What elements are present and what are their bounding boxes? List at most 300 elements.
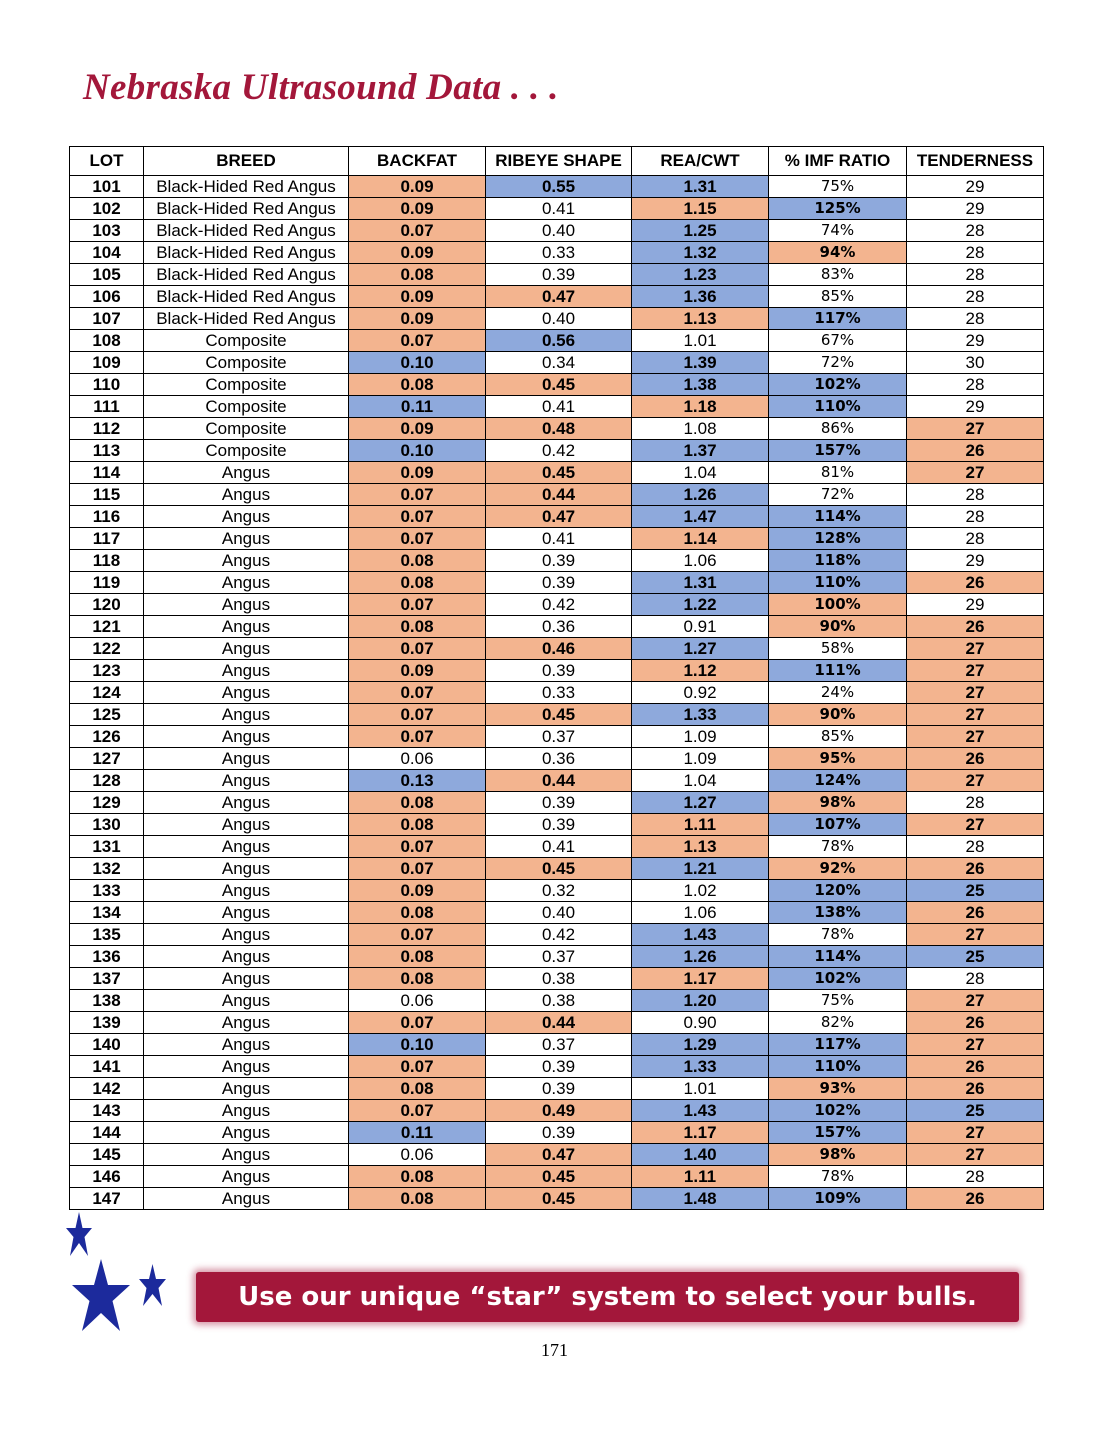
backfat-cell: 0.10 — [349, 440, 486, 462]
imf-ratio-cell: 75% — [769, 176, 907, 198]
ribeye-shape-cell: 0.37 — [486, 1034, 632, 1056]
table-row — [70, 1078, 1044, 1100]
breed-cell: Angus — [144, 1034, 349, 1056]
imf-ratio-cell: 124% — [769, 770, 907, 792]
rea-cwt-cell: 1.06 — [632, 550, 769, 572]
table-row — [70, 506, 1044, 528]
rea-cwt-cell: 1.11 — [632, 1166, 769, 1188]
imf-ratio-cell: 107% — [769, 814, 907, 836]
tenderness-cell: 29 — [907, 198, 1044, 220]
tenderness-cell: 26 — [907, 616, 1044, 638]
backfat-cell: 0.09 — [349, 242, 486, 264]
ribeye-shape-cell: 0.45 — [486, 374, 632, 396]
lot-cell: 110 — [70, 374, 144, 396]
rea-cwt-cell: 1.29 — [632, 1034, 769, 1056]
rea-cwt-cell: 1.08 — [632, 418, 769, 440]
imf-ratio-cell: 95% — [769, 748, 907, 770]
rea-cwt-cell: 1.09 — [632, 726, 769, 748]
backfat-cell: 0.08 — [349, 616, 486, 638]
rea-cwt-cell: 1.15 — [632, 198, 769, 220]
rea-cwt-cell: 1.39 — [632, 352, 769, 374]
tenderness-cell: 27 — [907, 924, 1044, 946]
backfat-cell: 0.13 — [349, 770, 486, 792]
breed-cell: Composite — [144, 352, 349, 374]
tenderness-cell: 27 — [907, 726, 1044, 748]
backfat-cell: 0.07 — [349, 484, 486, 506]
rea-cwt-cell: 1.18 — [632, 396, 769, 418]
rea-cwt-cell: 0.90 — [632, 1012, 769, 1034]
ultrasound-table — [69, 146, 1044, 1210]
breed-cell: Angus — [144, 792, 349, 814]
ribeye-shape-cell: 0.41 — [486, 528, 632, 550]
tenderness-cell: 26 — [907, 858, 1044, 880]
lot-cell: 115 — [70, 484, 144, 506]
rea-cwt-cell: 1.17 — [632, 1122, 769, 1144]
rea-cwt-cell: 1.26 — [632, 484, 769, 506]
table-row — [70, 1188, 1044, 1210]
table-row — [70, 484, 1044, 506]
breed-cell: Composite — [144, 440, 349, 462]
lot-cell: 114 — [70, 462, 144, 484]
table-row — [70, 396, 1044, 418]
imf-ratio-cell: 110% — [769, 396, 907, 418]
table-header-row — [70, 147, 1044, 176]
tenderness-cell: 27 — [907, 1122, 1044, 1144]
rea-cwt-cell: 1.38 — [632, 374, 769, 396]
imf-ratio-cell: 117% — [769, 1034, 907, 1056]
lot-cell: 111 — [70, 396, 144, 418]
breed-cell: Black-Hided Red Angus — [144, 264, 349, 286]
tenderness-cell: 28 — [907, 242, 1044, 264]
table-row — [70, 990, 1044, 1012]
lot-cell: 139 — [70, 1012, 144, 1034]
tenderness-cell: 26 — [907, 748, 1044, 770]
lot-cell: 144 — [70, 1122, 144, 1144]
lot-cell: 128 — [70, 770, 144, 792]
star-system-banner: Use our unique “star” system to select your bulls. — [196, 1272, 1019, 1322]
imf-ratio-cell: 58% — [769, 638, 907, 660]
tenderness-cell: 28 — [907, 1166, 1044, 1188]
imf-ratio-cell: 94% — [769, 242, 907, 264]
imf-ratio-cell: 110% — [769, 1056, 907, 1078]
ribeye-shape-cell: 0.45 — [486, 1188, 632, 1210]
backfat-cell: 0.06 — [349, 990, 486, 1012]
breed-cell: Black-Hided Red Angus — [144, 220, 349, 242]
table-row — [70, 1012, 1044, 1034]
rea-cwt-cell: 1.26 — [632, 946, 769, 968]
table-row — [70, 704, 1044, 726]
breed-cell: Black-Hided Red Angus — [144, 242, 349, 264]
tenderness-cell: 25 — [907, 1100, 1044, 1122]
breed-cell: Angus — [144, 638, 349, 660]
breed-cell: Angus — [144, 858, 349, 880]
ribeye-shape-cell: 0.37 — [486, 946, 632, 968]
imf-ratio-cell: 157% — [769, 1122, 907, 1144]
tenderness-cell: 27 — [907, 418, 1044, 440]
backfat-cell: 0.11 — [349, 1122, 486, 1144]
ribeye-shape-cell: 0.39 — [486, 1056, 632, 1078]
breed-cell: Angus — [144, 1078, 349, 1100]
imf-ratio-cell: 114% — [769, 946, 907, 968]
tenderness-cell: 26 — [907, 1012, 1044, 1034]
backfat-cell: 0.06 — [349, 748, 486, 770]
tenderness-cell: 28 — [907, 308, 1044, 330]
rea-cwt-cell: 1.36 — [632, 286, 769, 308]
lot-cell: 120 — [70, 594, 144, 616]
ribeye-shape-cell: 0.39 — [486, 550, 632, 572]
tenderness-cell: 29 — [907, 176, 1044, 198]
breed-cell: Black-Hided Red Angus — [144, 176, 349, 198]
lot-cell: 104 — [70, 242, 144, 264]
table-row — [70, 572, 1044, 594]
lot-cell: 108 — [70, 330, 144, 352]
lot-cell: 132 — [70, 858, 144, 880]
table-row — [70, 374, 1044, 396]
column-header-ribeye-shape: RIBEYE SHAPE — [486, 147, 632, 176]
lot-cell: 101 — [70, 176, 144, 198]
lot-cell: 122 — [70, 638, 144, 660]
imf-ratio-cell: 114% — [769, 506, 907, 528]
rea-cwt-cell: 1.43 — [632, 1100, 769, 1122]
lot-cell: 125 — [70, 704, 144, 726]
breed-cell: Angus — [144, 572, 349, 594]
backfat-cell: 0.08 — [349, 792, 486, 814]
breed-cell: Black-Hided Red Angus — [144, 286, 349, 308]
lot-cell: 124 — [70, 682, 144, 704]
backfat-cell: 0.09 — [349, 462, 486, 484]
table-row — [70, 286, 1044, 308]
breed-cell: Angus — [144, 550, 349, 572]
ribeye-shape-cell: 0.39 — [486, 660, 632, 682]
ribeye-shape-cell: 0.47 — [486, 1144, 632, 1166]
backfat-cell: 0.09 — [349, 880, 486, 902]
breed-cell: Angus — [144, 616, 349, 638]
backfat-cell: 0.08 — [349, 946, 486, 968]
rea-cwt-cell: 1.43 — [632, 924, 769, 946]
page-title: Nebraska Ultrasound Data . . . — [83, 67, 559, 108]
breed-cell: Angus — [144, 682, 349, 704]
tenderness-cell: 28 — [907, 968, 1044, 990]
imf-ratio-cell: 120% — [769, 880, 907, 902]
lot-cell: 133 — [70, 880, 144, 902]
ribeye-shape-cell: 0.42 — [486, 924, 632, 946]
table-row — [70, 528, 1044, 550]
breed-cell: Composite — [144, 418, 349, 440]
breed-cell: Angus — [144, 484, 349, 506]
imf-ratio-cell: 75% — [769, 990, 907, 1012]
backfat-cell: 0.07 — [349, 638, 486, 660]
tenderness-cell: 28 — [907, 506, 1044, 528]
imf-ratio-cell: 85% — [769, 726, 907, 748]
backfat-cell: 0.08 — [349, 1188, 486, 1210]
backfat-cell: 0.09 — [349, 660, 486, 682]
rea-cwt-cell: 1.33 — [632, 704, 769, 726]
breed-cell: Angus — [144, 946, 349, 968]
lot-cell: 121 — [70, 616, 144, 638]
star-icon-small-right — [139, 1264, 166, 1306]
backfat-cell: 0.06 — [349, 1144, 486, 1166]
imf-ratio-cell: 110% — [769, 572, 907, 594]
breed-cell: Angus — [144, 902, 349, 924]
table-row — [70, 638, 1044, 660]
rea-cwt-cell: 1.37 — [632, 440, 769, 462]
table-row — [70, 968, 1044, 990]
imf-ratio-cell: 67% — [769, 330, 907, 352]
ribeye-shape-cell: 0.36 — [486, 748, 632, 770]
table-body — [70, 176, 1044, 1210]
tenderness-cell: 25 — [907, 946, 1044, 968]
table-row — [70, 1034, 1044, 1056]
rea-cwt-cell: 1.14 — [632, 528, 769, 550]
rea-cwt-cell: 1.33 — [632, 1056, 769, 1078]
backfat-cell: 0.07 — [349, 528, 486, 550]
backfat-cell: 0.08 — [349, 264, 486, 286]
imf-ratio-cell: 98% — [769, 792, 907, 814]
lot-cell: 147 — [70, 1188, 144, 1210]
rea-cwt-cell: 1.04 — [632, 462, 769, 484]
ribeye-shape-cell: 0.42 — [486, 440, 632, 462]
backfat-cell: 0.08 — [349, 968, 486, 990]
imf-ratio-cell: 102% — [769, 374, 907, 396]
table-row — [70, 924, 1044, 946]
breed-cell: Composite — [144, 396, 349, 418]
ribeye-shape-cell: 0.33 — [486, 682, 632, 704]
ribeye-shape-cell: 0.36 — [486, 616, 632, 638]
lot-cell: 109 — [70, 352, 144, 374]
breed-cell: Angus — [144, 704, 349, 726]
lot-cell: 103 — [70, 220, 144, 242]
lot-cell: 131 — [70, 836, 144, 858]
backfat-cell: 0.07 — [349, 924, 486, 946]
lot-cell: 138 — [70, 990, 144, 1012]
table-row — [70, 770, 1044, 792]
table-row — [70, 308, 1044, 330]
backfat-cell: 0.07 — [349, 858, 486, 880]
rea-cwt-cell: 1.13 — [632, 836, 769, 858]
backfat-cell: 0.07 — [349, 220, 486, 242]
imf-ratio-cell: 83% — [769, 264, 907, 286]
table-row — [70, 748, 1044, 770]
backfat-cell: 0.07 — [349, 726, 486, 748]
lot-cell: 117 — [70, 528, 144, 550]
tenderness-cell: 26 — [907, 572, 1044, 594]
backfat-cell: 0.08 — [349, 1078, 486, 1100]
tenderness-cell: 30 — [907, 352, 1044, 374]
breed-cell: Angus — [144, 1012, 349, 1034]
imf-ratio-cell: 78% — [769, 836, 907, 858]
backfat-cell: 0.07 — [349, 836, 486, 858]
breed-cell: Angus — [144, 748, 349, 770]
tenderness-cell: 29 — [907, 550, 1044, 572]
lot-cell: 141 — [70, 1056, 144, 1078]
table-row — [70, 1166, 1044, 1188]
imf-ratio-cell: 111% — [769, 660, 907, 682]
table-row — [70, 264, 1044, 286]
backfat-cell: 0.07 — [349, 330, 486, 352]
backfat-cell: 0.09 — [349, 176, 486, 198]
rea-cwt-cell: 1.17 — [632, 968, 769, 990]
imf-ratio-cell: 92% — [769, 858, 907, 880]
ribeye-shape-cell: 0.41 — [486, 836, 632, 858]
lot-cell: 134 — [70, 902, 144, 924]
lot-cell: 112 — [70, 418, 144, 440]
imf-ratio-cell: 102% — [769, 968, 907, 990]
breed-cell: Angus — [144, 836, 349, 858]
backfat-cell: 0.08 — [349, 902, 486, 924]
breed-cell: Angus — [144, 814, 349, 836]
breed-cell: Angus — [144, 1188, 349, 1210]
rea-cwt-cell: 1.40 — [632, 1144, 769, 1166]
lot-cell: 142 — [70, 1078, 144, 1100]
rea-cwt-cell: 1.23 — [632, 264, 769, 286]
tenderness-cell: 27 — [907, 638, 1044, 660]
ribeye-shape-cell: 0.37 — [486, 726, 632, 748]
ribeye-shape-cell: 0.40 — [486, 220, 632, 242]
tenderness-cell: 28 — [907, 528, 1044, 550]
rea-cwt-cell: 1.20 — [632, 990, 769, 1012]
imf-ratio-cell: 117% — [769, 308, 907, 330]
tenderness-cell: 28 — [907, 374, 1044, 396]
ribeye-shape-cell: 0.44 — [486, 770, 632, 792]
lot-cell: 118 — [70, 550, 144, 572]
lot-cell: 119 — [70, 572, 144, 594]
rea-cwt-cell: 1.13 — [632, 308, 769, 330]
lot-cell: 143 — [70, 1100, 144, 1122]
rea-cwt-cell: 1.25 — [632, 220, 769, 242]
table-row — [70, 1100, 1044, 1122]
backfat-cell: 0.07 — [349, 506, 486, 528]
breed-cell: Angus — [144, 990, 349, 1012]
imf-ratio-cell: 72% — [769, 484, 907, 506]
tenderness-cell: 27 — [907, 990, 1044, 1012]
rea-cwt-cell: 1.01 — [632, 330, 769, 352]
ribeye-shape-cell: 0.47 — [486, 286, 632, 308]
imf-ratio-cell: 157% — [769, 440, 907, 462]
breed-cell: Angus — [144, 528, 349, 550]
lot-cell: 137 — [70, 968, 144, 990]
column-header-backfat: BACKFAT — [349, 147, 486, 176]
backfat-cell: 0.11 — [349, 396, 486, 418]
rea-cwt-cell: 1.11 — [632, 814, 769, 836]
imf-ratio-cell: 118% — [769, 550, 907, 572]
ribeye-shape-cell: 0.44 — [486, 484, 632, 506]
tenderness-cell: 27 — [907, 682, 1044, 704]
rea-cwt-cell: 1.09 — [632, 748, 769, 770]
breed-cell: Angus — [144, 1144, 349, 1166]
table-row — [70, 594, 1044, 616]
table-row — [70, 550, 1044, 572]
imf-ratio-cell: 72% — [769, 352, 907, 374]
ribeye-shape-cell: 0.45 — [486, 704, 632, 726]
imf-ratio-cell: 85% — [769, 286, 907, 308]
imf-ratio-cell: 90% — [769, 704, 907, 726]
tenderness-cell: 27 — [907, 660, 1044, 682]
ribeye-shape-cell: 0.55 — [486, 176, 632, 198]
table-row — [70, 726, 1044, 748]
breed-cell: Angus — [144, 968, 349, 990]
table-row — [70, 330, 1044, 352]
imf-ratio-cell: 78% — [769, 924, 907, 946]
tenderness-cell: 29 — [907, 330, 1044, 352]
table-row — [70, 836, 1044, 858]
tenderness-cell: 27 — [907, 770, 1044, 792]
lot-cell: 140 — [70, 1034, 144, 1056]
tenderness-cell: 26 — [907, 440, 1044, 462]
rea-cwt-cell: 1.06 — [632, 902, 769, 924]
tenderness-cell: 26 — [907, 1188, 1044, 1210]
backfat-cell: 0.08 — [349, 374, 486, 396]
backfat-cell: 0.09 — [349, 308, 486, 330]
table-row — [70, 880, 1044, 902]
rea-cwt-cell: 1.12 — [632, 660, 769, 682]
breed-cell: Black-Hided Red Angus — [144, 308, 349, 330]
backfat-cell: 0.08 — [349, 572, 486, 594]
backfat-cell: 0.07 — [349, 1100, 486, 1122]
table-row — [70, 418, 1044, 440]
breed-cell: Angus — [144, 660, 349, 682]
backfat-cell: 0.07 — [349, 1056, 486, 1078]
ribeye-shape-cell: 0.45 — [486, 858, 632, 880]
imf-ratio-cell: 102% — [769, 1100, 907, 1122]
ribeye-shape-cell: 0.32 — [486, 880, 632, 902]
imf-ratio-cell: 81% — [769, 462, 907, 484]
ribeye-shape-cell: 0.34 — [486, 352, 632, 374]
star-icon-small-top — [66, 1212, 92, 1256]
breed-cell: Composite — [144, 330, 349, 352]
imf-ratio-cell: 82% — [769, 1012, 907, 1034]
table-row — [70, 814, 1044, 836]
rea-cwt-cell: 1.04 — [632, 770, 769, 792]
table-row — [70, 792, 1044, 814]
backfat-cell: 0.07 — [349, 682, 486, 704]
tenderness-cell: 28 — [907, 484, 1044, 506]
imf-ratio-cell: 100% — [769, 594, 907, 616]
lot-cell: 102 — [70, 198, 144, 220]
table-row — [70, 1144, 1044, 1166]
breed-cell: Angus — [144, 1122, 349, 1144]
imf-ratio-cell: 78% — [769, 1166, 907, 1188]
rea-cwt-cell: 0.91 — [632, 616, 769, 638]
tenderness-cell: 27 — [907, 1034, 1044, 1056]
tenderness-cell: 28 — [907, 264, 1044, 286]
ribeye-shape-cell: 0.44 — [486, 1012, 632, 1034]
rea-cwt-cell: 1.21 — [632, 858, 769, 880]
backfat-cell: 0.08 — [349, 814, 486, 836]
rea-cwt-cell: 1.31 — [632, 572, 769, 594]
imf-ratio-cell: 74% — [769, 220, 907, 242]
ribeye-shape-cell: 0.40 — [486, 902, 632, 924]
ribeye-shape-cell: 0.33 — [486, 242, 632, 264]
backfat-cell: 0.08 — [349, 1166, 486, 1188]
backfat-cell: 0.09 — [349, 198, 486, 220]
tenderness-cell: 28 — [907, 220, 1044, 242]
lot-cell: 107 — [70, 308, 144, 330]
backfat-cell: 0.07 — [349, 1012, 486, 1034]
lot-cell: 113 — [70, 440, 144, 462]
column-header-breed: BREED — [144, 147, 349, 176]
ribeye-shape-cell: 0.45 — [486, 462, 632, 484]
rea-cwt-cell: 0.92 — [632, 682, 769, 704]
breed-cell: Angus — [144, 594, 349, 616]
ribeye-shape-cell: 0.39 — [486, 264, 632, 286]
ribeye-shape-cell: 0.38 — [486, 968, 632, 990]
tenderness-cell: 27 — [907, 814, 1044, 836]
backfat-cell: 0.09 — [349, 418, 486, 440]
ribeye-shape-cell: 0.39 — [486, 572, 632, 594]
imf-ratio-cell: 98% — [769, 1144, 907, 1166]
breed-cell: Angus — [144, 1166, 349, 1188]
star-icon-large — [72, 1259, 130, 1331]
